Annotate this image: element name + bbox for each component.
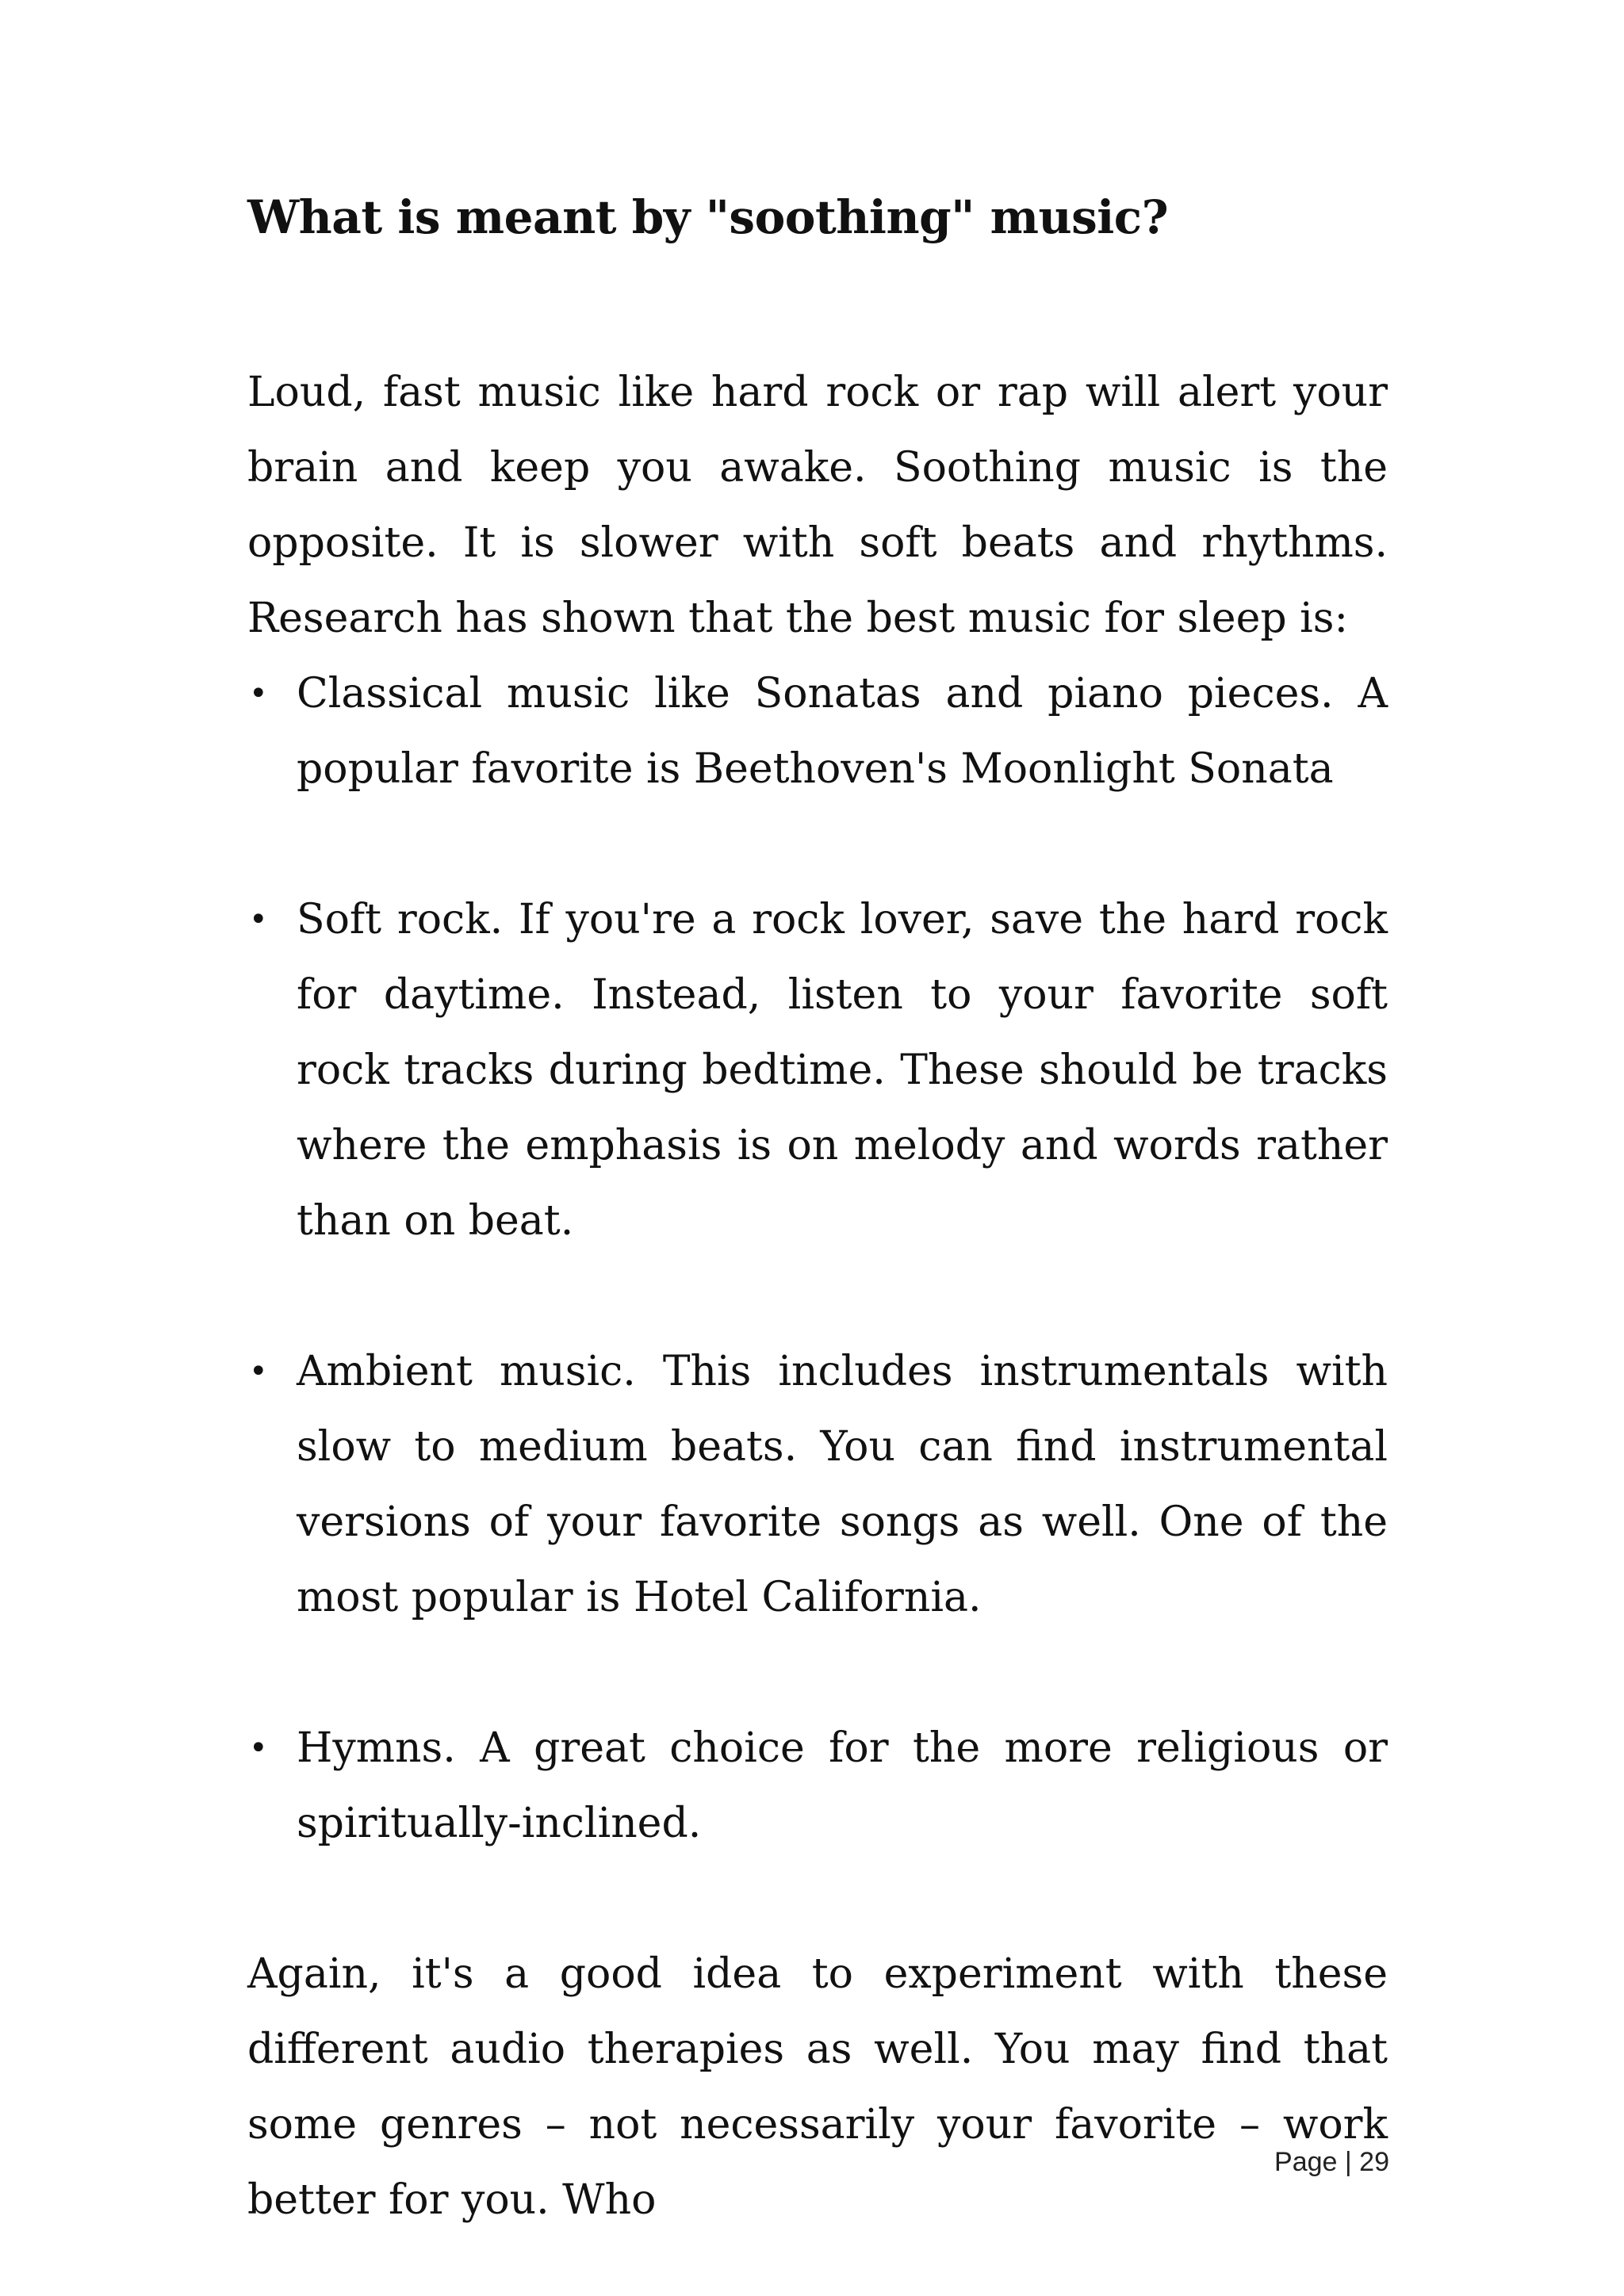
list-item-text: Ambient music. This includes instrumentals with slow to medium beats. You can find instrumental versions of your favorite songs as well. One of the most popular is Hotel California. <box>297 1347 1388 1621</box>
bullet-icon: • <box>249 1353 268 1390</box>
list-item-classical <box>247 656 1388 807</box>
bullet-icon: • <box>249 675 268 712</box>
bullet-icon: • <box>249 1729 268 1766</box>
bullet-icon: • <box>249 901 268 938</box>
list-item-hymns <box>247 1711 1388 1862</box>
page-content <box>247 190 1388 2238</box>
page-number: 29 <box>1359 2147 1389 2177</box>
list-item-text: Soft rock. If you're a rock lover, save the hard rock for daytime. Instead, listen to your favorite soft rock tracks during bedtime. These should be tracks where the emphasis is on melody and words rather than on beat. <box>297 895 1388 1245</box>
list-item-ambient <box>247 1334 1388 1636</box>
page-label: Page <box>1274 2147 1338 2177</box>
list-item-text: Classical music like Sonatas and piano pieces. A popular favorite is Beethoven's Moonlight Sonata <box>297 669 1388 793</box>
list-item-text: Hymns. A great choice for the more religious or spiritually-inclined. <box>297 1724 1388 1847</box>
closing-paragraph: Again, it's a good idea to experiment with these different audio therapies as well. You may find that some genres – not necessarily your favorite – work better for you. Who <box>247 1950 1388 2224</box>
intro-paragraph: Loud, fast music like hard rock or rap will alert your brain and keep you awake. Soothing music is the opposite. It is slower with soft beats and rhythms. Research has shown that the best music for sleep is: <box>247 368 1388 642</box>
section-heading: What is meant by "soothing" music? <box>247 190 1169 244</box>
list-item-soft-rock <box>247 882 1388 1259</box>
page-footer <box>1274 2147 1389 2178</box>
footer-separator: | <box>1344 2147 1352 2177</box>
music-type-list <box>247 656 1388 1862</box>
